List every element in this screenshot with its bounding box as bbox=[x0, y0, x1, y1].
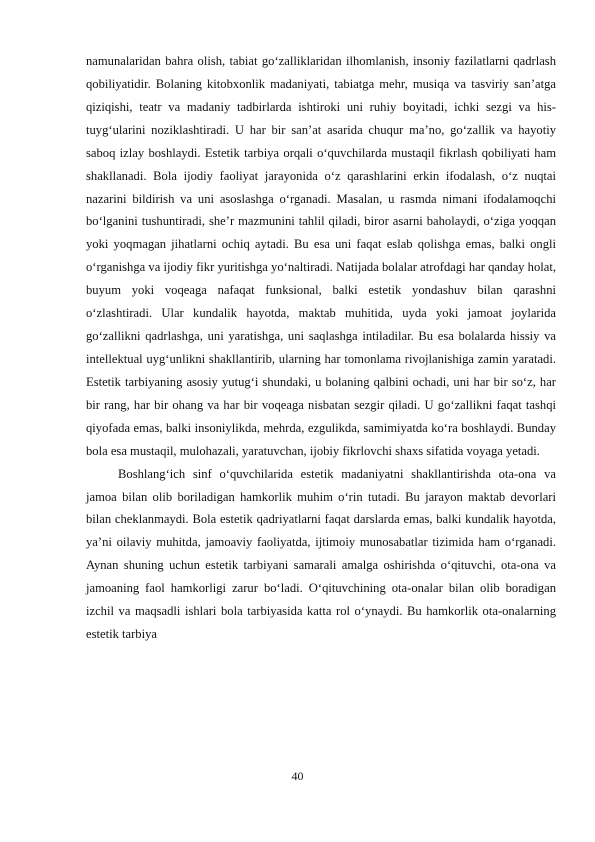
document-page bbox=[86, 50, 556, 646]
page-number: 40 bbox=[291, 769, 304, 783]
body-paragraph-1: namunalaridan bahra olish, tabiat go‘zalliklaridan ilhomlanish, insoniy fazilatlarni qadrlash qobiliyatidir. Bolaning kitobxonlik madaniyati, tabiatga mehr, musiqa va tasviriy san’atga qiziqishi, teatr va madaniy tadbirlarda ishtiroki uni ruhiy boyitadi, ichki sezgi va his-tuyg‘ularini noziklashtiradi. U har bir san’at asarida chuqur ma’no, go‘zallik va hayotiy saboq izlay boshlaydi. Estetik tarbiya orqali o‘quvchilarda mustaqil fikrlash qobiliyati ham shakllanadi. Bola ijodiy faoliyat jarayonida o‘z qarashlarini erkin ifodalash, o‘z nuqtai nazarini bildirish va uni asoslashga o‘rganadi. Masalan, u rasmda nimani ifodalamoqchi bo‘lganini tushuntiradi, she’r mazmunini tahlil qiladi, biror asarni baholaydi, o‘ziga yoqqan yoki yoqmagan jihatlarni ochiq aytadi. Bu esa uni faqat eslab qolishga emas, balki ongli o‘rganishga va ijodiy fikr yuritishga yo‘naltiradi. Natijada bolalar atrofdagi har qanday holat, buyum yoki voqeaga nafaqat funksional, balki estetik yondashuv bilan qarashni o‘zlashtiradi. Ular kundalik hayotda, maktab muhitida, uyda yoki jamoat joylarida go‘zallikni qadrlashga, uni yaratishga, uni saqlashga intiladilar. Bu esa bolalarda hissiy va intellektual uyg‘unlikni shakllantirib, ularning har tomonlama rivojlanishiga zamin yaratadi. Estetik tarbiyaning asosiy yutug‘i shundaki, u bolaning qalbini ochadi, uni har bir so‘z, har bir rang, har bir ohang va har bir voqeaga nisbatan sezgir qiladi. U go‘zallikni faqat tashqi qiyofada emas, balki insoniylikda, mehrda, ezgulikda, samimiyatda ko‘ra boshlaydi. Bunday bola esa mustaqil, mulohazali, yaratuvchan, ijobiy fikrlovchi shaxs sifatida voyaga yetadi. bbox=[86, 54, 556, 458]
body-paragraph-2: Boshlang‘ich sinf o‘quvchilarida estetik madaniyatni shakllantirishda ota-ona va jamoa bilan olib boriladigan hamkorlik muhim o‘rin tutadi. Bu jarayon maktab devorlari bilan cheklanmaydi. Bola estetik qadriyatlarni faqat darslarda emas, balki kundalik hayotda, ya’ni oilaviy muhitda, jamoaviy faoliyatda, ijtimoiy munosabatlar tizimida ham o‘rganadi. Aynan shuning uchun estetik tarbiyani samarali amalga oshirishda o‘qituvchi, ota-ona va jamoaning faol hamkorligi zarur bo‘ladi. O‘qituvchining ota-onalar bilan olib boradigan izchil va maqsadli ishlari bola tarbiyasida katta rol o‘ynaydi. Bu hamkorlik ota-onalarning estetik tarbiya bbox=[86, 466, 556, 642]
